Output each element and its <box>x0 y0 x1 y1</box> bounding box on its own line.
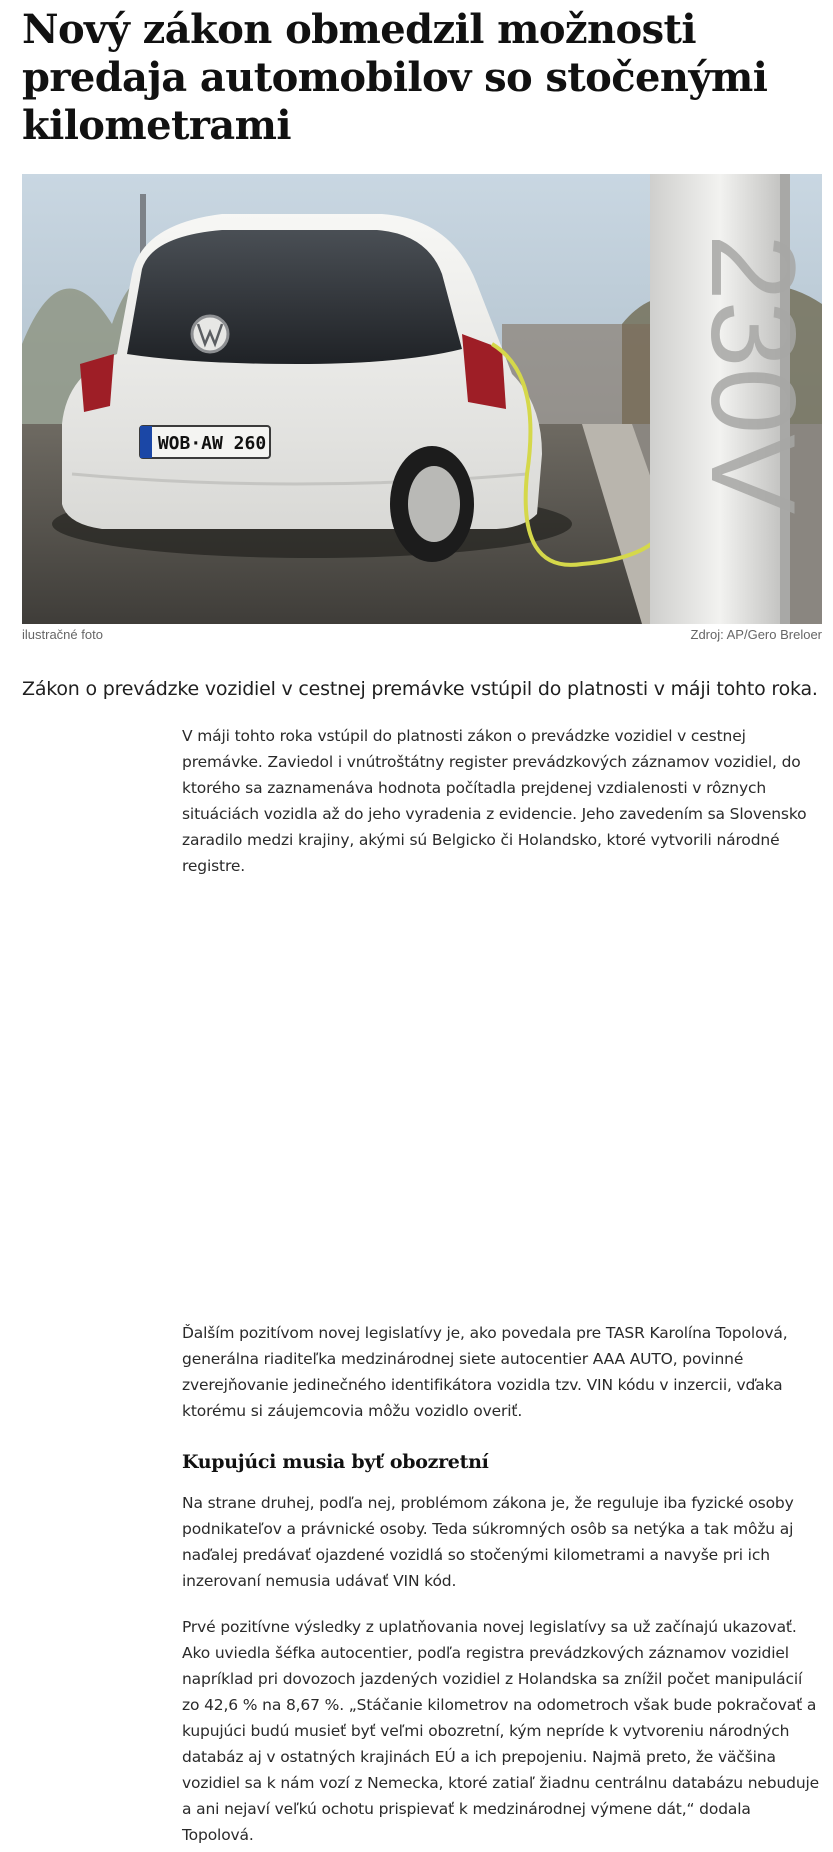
photo-caption-row <box>22 627 822 643</box>
article-paragraph: Prvé pozitívne výsledky z uplatňovania novej legislatívy sa už začínajú ukazovať. Ako uviedla šéfka autocentier, podľa registra prevádzkových záznamov vozidiel napríklad pri dovozoch jazdených vozidiel z Holandska sa znížil počet manipulácií zo 42,6 % na 8,67 %. „Stáčanie kilometrov na odometroch však bude pokračovať a kupujúci budú musieť byť veľmi obozretní, kým nepríde k vytvoreniu národných databáz aj v ostatných krajinách EÚ a ich prepojeniu. Najmä preto, že väčšina vozidiel sa k nám vozí z Nemecka, ktoré zatiaľ žiadnu centrálnu databázu nebuduje a ani nejaví veľkú ochotu prispievať k medzinárodnej výmene dát,“ dodala Topolová. <box>182 1618 820 1844</box>
article-headline: Nový zákon obmedzil možnosti predaja automobilov so stočenými kilometrami <box>22 6 768 149</box>
photo-credit: Zdroj: AP/Gero Breloer <box>690 627 822 642</box>
article-paragraph: V máji tohto roka vstúpil do platnosti zákon o prevádzke vozidiel v cestnej premávke. Zaviedol i vnútroštátny register prevádzkových záznamov vozidiel, do ktorého sa zaznamenáva hodnota počítadla prejdenej vzdialenosti v rôznych situáciách vozidla až do jeho vyradenia z evidencie. Jeho zavedením sa Slovensko zaradilo medzi krajiny, akými sú Belgicko či Holandsko, ktoré vytvorili národné registre. <box>182 727 807 875</box>
pillar-text: 230V <box>686 234 820 515</box>
photo-illustration <box>22 174 822 624</box>
photo-caption: ilustračné foto <box>22 627 103 642</box>
plate-text: WOB·AW 260 <box>157 433 267 454</box>
article-paragraph: Ďalším pozitívom novej legislatívy je, ako povedala pre TASR Karolína Topolová, generálna riaditeľka medzinárodnej siete autocentier AAA AUTO, povinné zverejňovanie jedinečného identifikátora vozidla tzv. VIN kódu v inzercii, vďaka ktorému si záujemcovia môžu vozidlo overiť. <box>182 1324 788 1420</box>
article-subheading: Kupujúci musia byť obozretní <box>182 1451 489 1473</box>
article-photo[interactable] <box>22 174 822 624</box>
ad-placeholder <box>182 893 822 1293</box>
article-paragraph: Na strane druhej, podľa nej, problémom zákona je, že reguluje iba fyzické osoby podnikateľov a právnické osoby. Teda súkromných osôb sa netýka a tak môžu aj naďalej predávať ojazdené vozidlá so stočenými kilometrami a navyše pri ich inzerovaní nemusia udávať VIN kód. <box>182 1494 794 1590</box>
article-perex: Zákon o prevádzke vozidiel v cestnej premávke vstúpil do platnosti v máji tohto roka. <box>22 678 818 700</box>
